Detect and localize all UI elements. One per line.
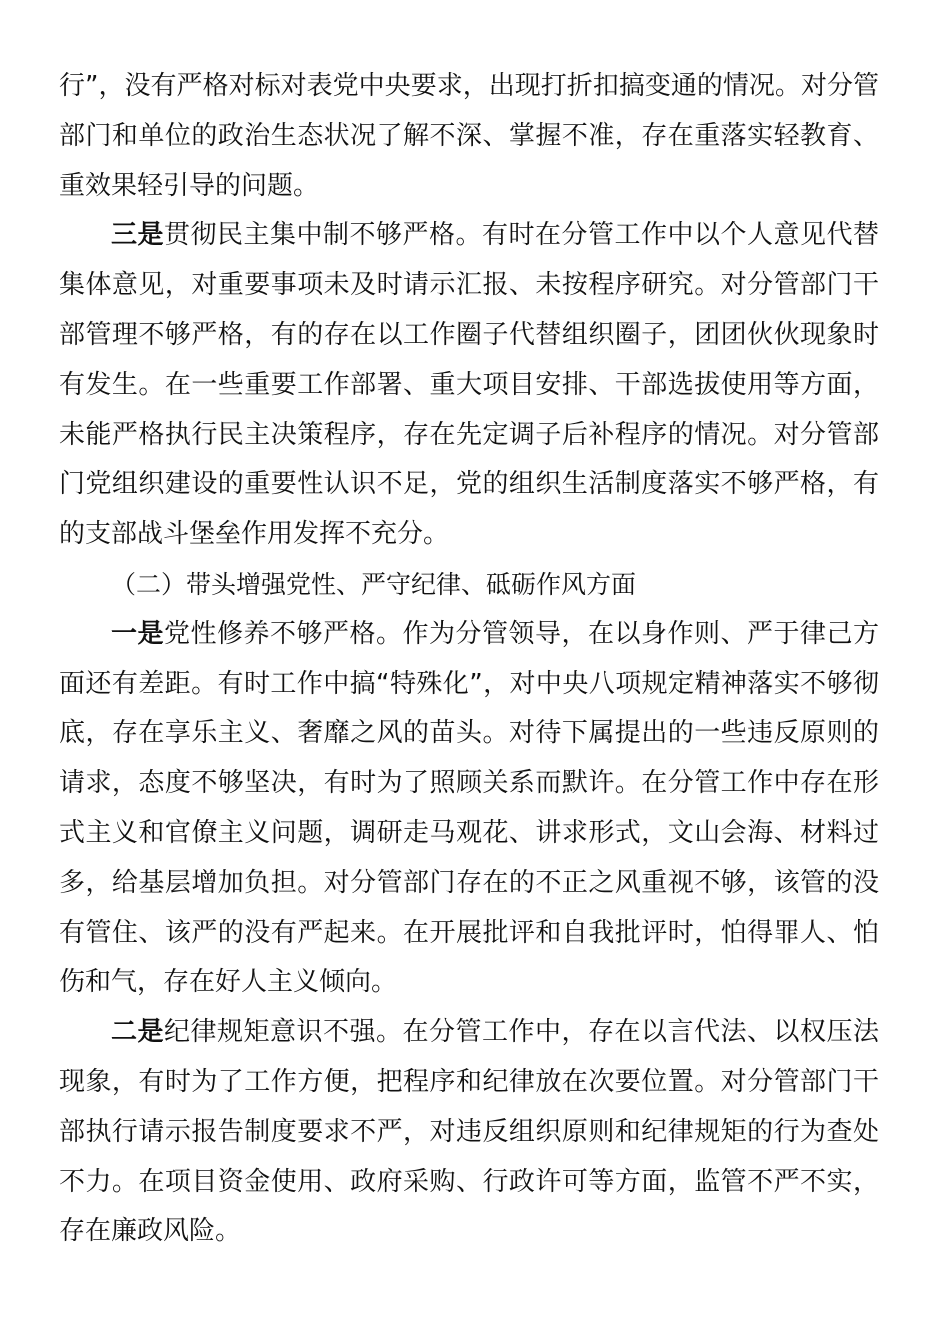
item-lead: 三是 xyxy=(111,220,164,251)
document-page xyxy=(59,62,879,1257)
item-lead: 一是 xyxy=(111,618,164,649)
paragraph-continuation xyxy=(59,62,879,211)
item-lead: 二是 xyxy=(111,1017,164,1048)
paragraph-text: 纪律规矩意识不强。在分管工作中，存在以言代法、以权压法现象，有时为了工作方便，把程序和纪律放在次要位置。对分管部门干部执行请示报告制度要求不严，对违反组织原则和纪律规矩的行为查处不力。在项目资金使用、政府采购、行政许可等方面，监管不严不实，存在廉政风险。 xyxy=(59,1017,879,1247)
paragraph-text: 行”，没有严格对标对表党中央要求，出现打折扣搞变通的情况。对分管部门和单位的政治生态状况了解不深、掌握不准，存在重落实轻教育、重效果轻引导的问题。 xyxy=(59,71,879,201)
section-heading xyxy=(59,560,879,610)
paragraph-text: 贯彻民主集中制不够严格。有时在分管工作中以个人意见代替集体意见，对重要事项未及时请示汇报、未按程序研究。对分管部门干部管理不够严格，有的存在以工作圈子代替组织圈子，团团伙伙现象时有发生。在一些重要工作部署、重大项目安排、干部选拔使用等方面，未能严格执行民主决策程序，存在先定调子后补程序的情况。对分管部门党组织建设的重要性认识不足，党的组织生活制度落实不够严格，有的支部战斗堡垒作用发挥不充分。 xyxy=(59,220,879,550)
paragraph-item-two xyxy=(59,1008,879,1257)
paragraph-item-three xyxy=(59,211,879,560)
paragraph-text: 党性修养不够严格。作为分管领导，在以身作则、严于律己方面还有差距。有时工作中搞“特殊化”，对中央八项规定精神落实不够彻底，存在享乐主义、奢靡之风的苗头。对待下属提出的一些违反原则的请求，态度不够坚决，有时为了照顾关系而默许。在分管工作中存在形式主义和官僚主义问题，调研走马观花、讲求形式，文山会海、材料过多，给基层增加负担。对分管部门存在的不正之风重视不够，该管的没有管住、该严的没有严起来。在开展批评和自我批评时，怕得罪人、怕伤和气，存在好人主义倾向。 xyxy=(59,618,879,998)
section-heading-text: （二）带头增强党性、严守纪律、砥砺作风方面 xyxy=(111,569,637,599)
paragraph-item-one xyxy=(59,610,879,1008)
